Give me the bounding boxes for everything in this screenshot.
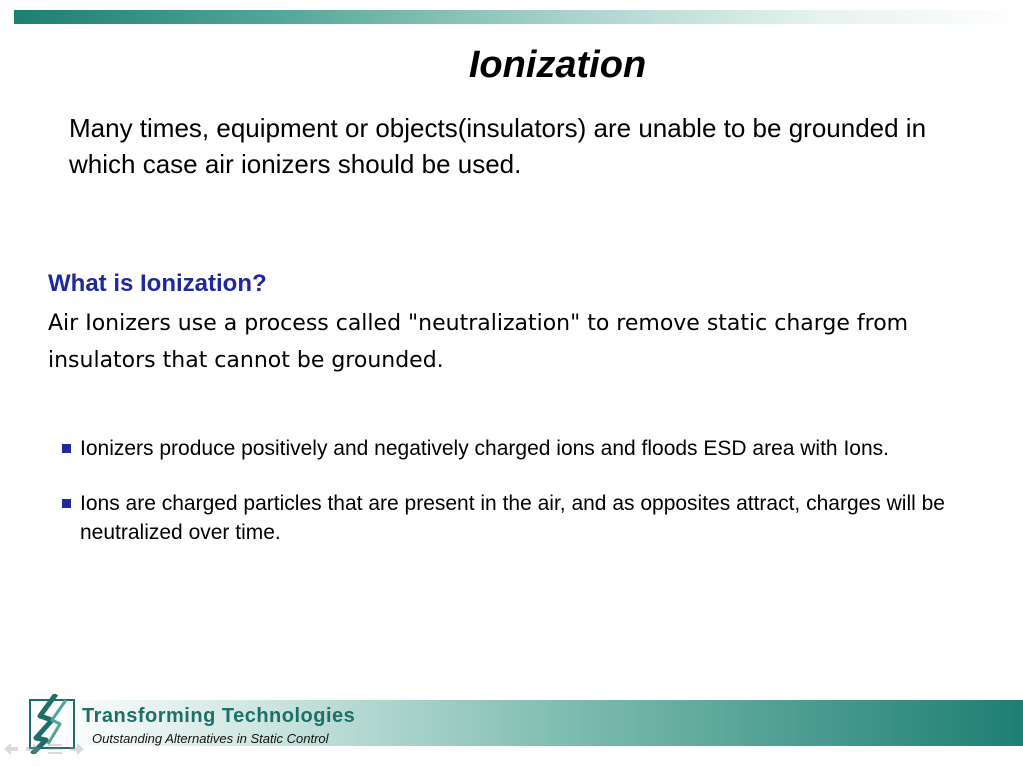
section-heading: What is Ionization? [48, 270, 267, 297]
next-icon[interactable] [26, 742, 40, 754]
slide-title: Ionization [468, 44, 647, 86]
bullet-list [60, 434, 960, 573]
slide-nav [4, 742, 84, 754]
company-tagline: Outstanding Alternatives in Static Control [92, 731, 329, 746]
list-item [60, 489, 960, 547]
prev-icon[interactable] [4, 742, 18, 754]
menu-icon[interactable] [48, 742, 62, 754]
square-bullet-icon [62, 499, 71, 508]
square-bullet-icon [62, 444, 71, 453]
end-icon[interactable] [70, 742, 84, 754]
bullet-text: Ionizers produce positively and negatively charged ions and floods ESD area with Ions. [80, 437, 889, 460]
section-body: Air Ionizers use a process called "neutralization" to remove static charge from insulators that cannot be grounded. [48, 311, 909, 373]
list-item [60, 434, 960, 463]
top-decorative-band [14, 10, 1023, 24]
company-name: Transforming Technologies [82, 705, 356, 727]
intro-paragraph: Many times, equipment or objects(insulators) are unable to be grounded in which case air ionizers should be used. [69, 113, 927, 179]
bullet-text: Ions are charged particles that are present in the air, and as opposites attract, charges will be neutralized over time. [80, 492, 945, 544]
